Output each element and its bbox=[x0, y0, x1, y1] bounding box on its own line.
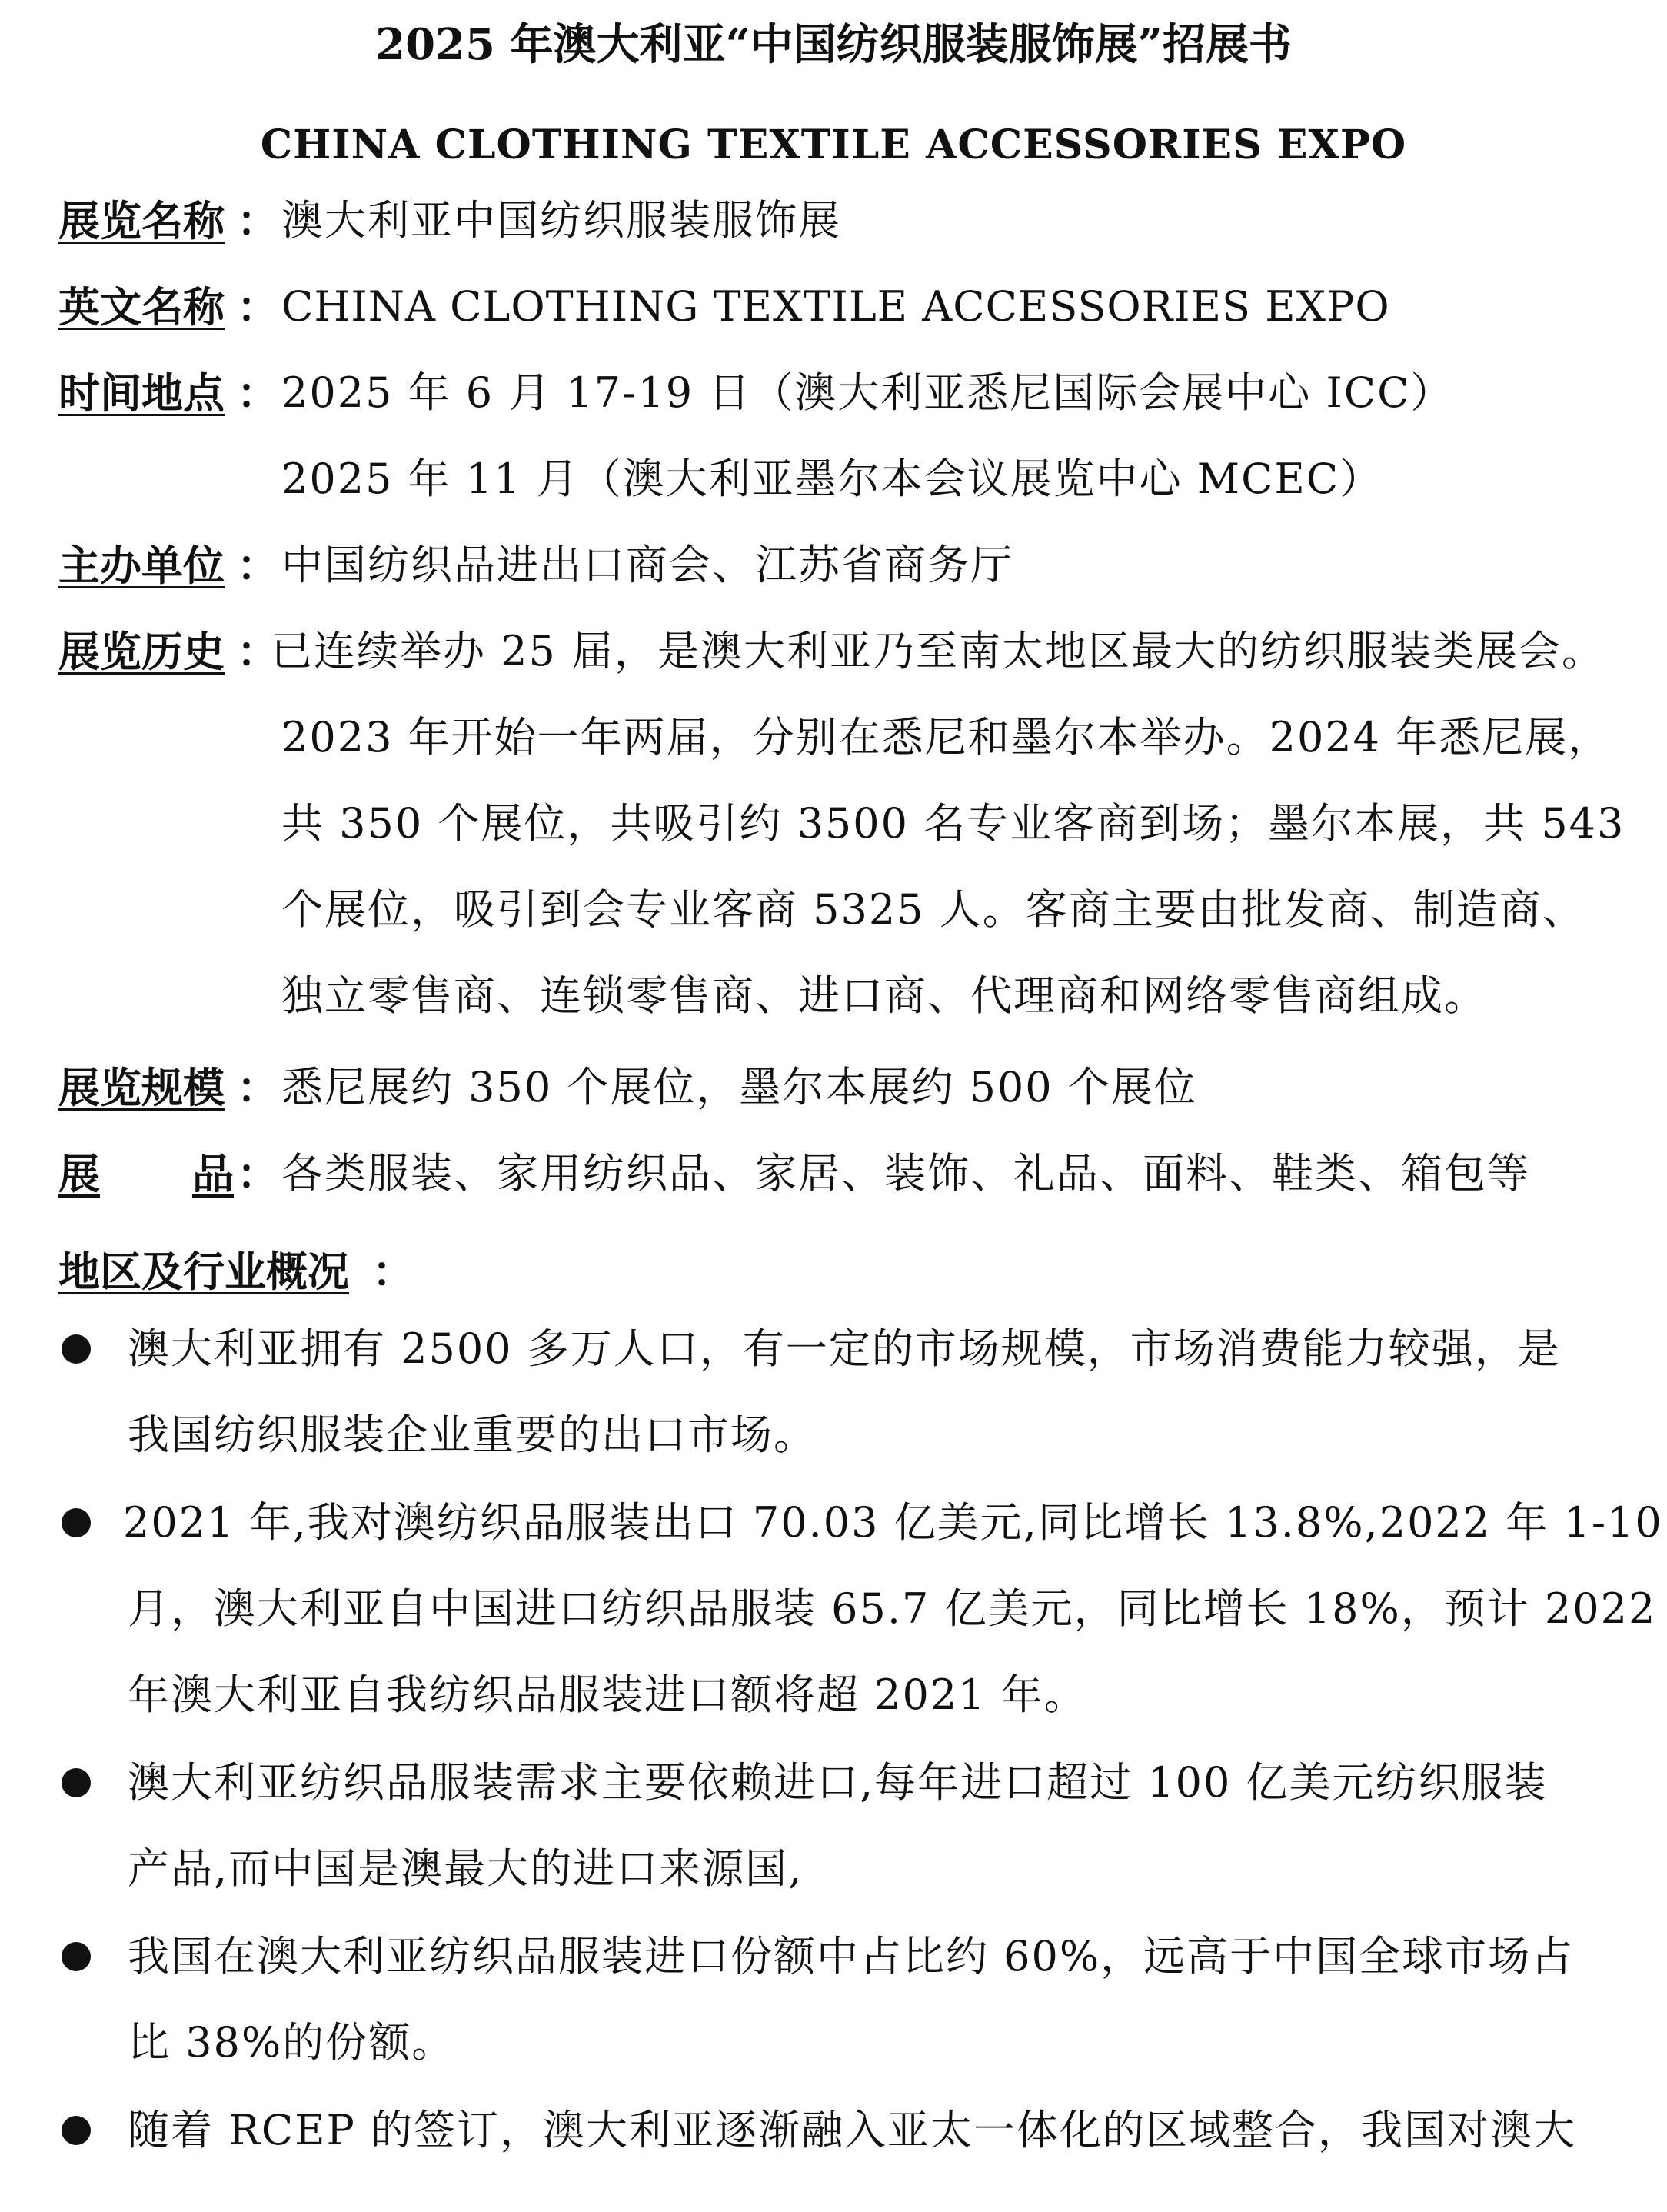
scale-value: 悉尼展约 350 个展位，墨尔本展约 500 个展位 bbox=[281, 1063, 1197, 1111]
time-place-value-sydney: 2025 年 6 月 17-19 日（澳大利亚悉尼国际会展中心 ICC） bbox=[281, 368, 1454, 417]
exhibition-name-colon: ： bbox=[237, 196, 278, 245]
bullet-dot-2 bbox=[62, 1508, 91, 1537]
english-name-label: 英文名称 bbox=[58, 282, 225, 331]
exhibits-label-part-1: 展 bbox=[58, 1149, 100, 1198]
english-name-colon: ： bbox=[237, 282, 278, 331]
bullet-2-line-3: 年澳大利亚自我纺织品服装进口额将超 2021 年。 bbox=[128, 1671, 1087, 1719]
bullet-1-line-1: 澳大利亚拥有 2500 多万人口，有一定的市场规模，市场消费能力较强，是 bbox=[128, 1324, 1561, 1373]
bullet-dot-1 bbox=[62, 1334, 91, 1364]
bullet-4-line-2: 比 38%的份额。 bbox=[128, 2018, 455, 2067]
organizer-row bbox=[58, 522, 1619, 608]
bullet-dot-4 bbox=[62, 1942, 91, 1971]
exhibition-name-label: 展览名称 bbox=[58, 196, 225, 245]
time-place-row bbox=[58, 350, 1619, 436]
time-place-value-melbourne: 2025 年 11 月（澳大利亚墨尔本会议展览中心 MCEC） bbox=[281, 455, 1383, 503]
overview-heading: 地区及行业概况 bbox=[58, 1247, 349, 1296]
exhibits-label bbox=[58, 1131, 237, 1217]
exhibition-name-value: 澳大利亚中国纺织服装服饰展 bbox=[281, 196, 841, 245]
bullet-dot-5 bbox=[62, 2116, 91, 2145]
english-name-value: CHINA CLOTHING TEXTILE ACCESSORIES EXPO bbox=[281, 282, 1390, 331]
history-row bbox=[58, 608, 1619, 695]
organizer-colon: ： bbox=[237, 541, 278, 590]
bullet-3-line-1: 澳大利亚纺织品服装需求主要依赖进口,每年进口超过 100 亿美元纺织服装 bbox=[128, 1758, 1548, 1807]
exhibits-colon: ： bbox=[237, 1149, 278, 1198]
bullet-2-line-1: 2021 年,我对澳纺织品服装出口 70.03 亿美元,同比增长 13.8%,2022 年 1-10 bbox=[123, 1498, 1663, 1547]
time-place-colon: ： bbox=[237, 368, 278, 418]
time-place-label: 时间地点 bbox=[58, 368, 225, 418]
exhibits-row bbox=[58, 1131, 1619, 1217]
page-title-chinese: 2025 年澳大利亚“中国纺织服装服饰展”招展书 bbox=[375, 19, 1292, 70]
bullet-dot-3 bbox=[62, 1768, 91, 1797]
exhibition-name-row bbox=[58, 178, 1619, 264]
english-name-row bbox=[58, 264, 1619, 350]
organizer-value: 中国纺织品进出口商会、江苏省商务厅 bbox=[281, 541, 1013, 589]
scale-row bbox=[58, 1044, 1619, 1131]
bullet-4-line-1: 我国在澳大利亚纺织品服装进口份额中占比约 60%，远高于中国全球市场占 bbox=[128, 1932, 1575, 1980]
bullet-3-line-2: 产品,而中国是澳最大的进口来源国, bbox=[128, 1844, 804, 1893]
history-line-1: 已连续举办 25 届，是澳大利亚乃至南太地区最大的纺织服装类展会。 bbox=[271, 627, 1605, 675]
history-line-2: 2023 年开始一年两届，分别在悉尼和墨尔本举办。2024 年悉尼展， bbox=[281, 713, 1612, 761]
exhibits-label-part-2: 品 bbox=[192, 1149, 234, 1198]
history-line-5: 独立零售商、连锁零售商、进口商、代理商和网络零售商组成。 bbox=[281, 971, 1487, 1020]
history-label: 展览历史 bbox=[58, 627, 225, 676]
page-title-english: CHINA CLOTHING TEXTILE ACCESSORIES EXPO bbox=[260, 122, 1407, 168]
overview-colon: ： bbox=[372, 1247, 414, 1296]
organizer-label: 主办单位 bbox=[58, 541, 225, 590]
history-line-4: 个展位，吸引到会专业客商 5325 人。客商主要由批发商、制造商、 bbox=[281, 885, 1585, 934]
exhibits-value: 各类服装、家用纺织品、家居、装饰、礼品、面料、鞋类、箱包等 bbox=[281, 1149, 1530, 1198]
history-line-3: 共 350 个展位，共吸引约 3500 名专业客商到场；墨尔本展，共 543 bbox=[281, 799, 1625, 848]
scale-label: 展览规模 bbox=[58, 1063, 225, 1112]
history-colon: ： bbox=[237, 627, 278, 676]
bullet-2-line-2: 月，澳大利亚自中国进口纺织品服装 65.7 亿美元，同比增长 18%，预计 2022 bbox=[128, 1584, 1657, 1633]
scale-colon: ： bbox=[237, 1063, 278, 1112]
bullet-5-line-1: 随着 RCEP 的签订，澳大利亚逐渐融入亚太一体化的区域整合，我国对澳大 bbox=[128, 2106, 1577, 2154]
bullet-1-line-2: 我国纺织服装企业重要的出口市场。 bbox=[128, 1411, 817, 1459]
